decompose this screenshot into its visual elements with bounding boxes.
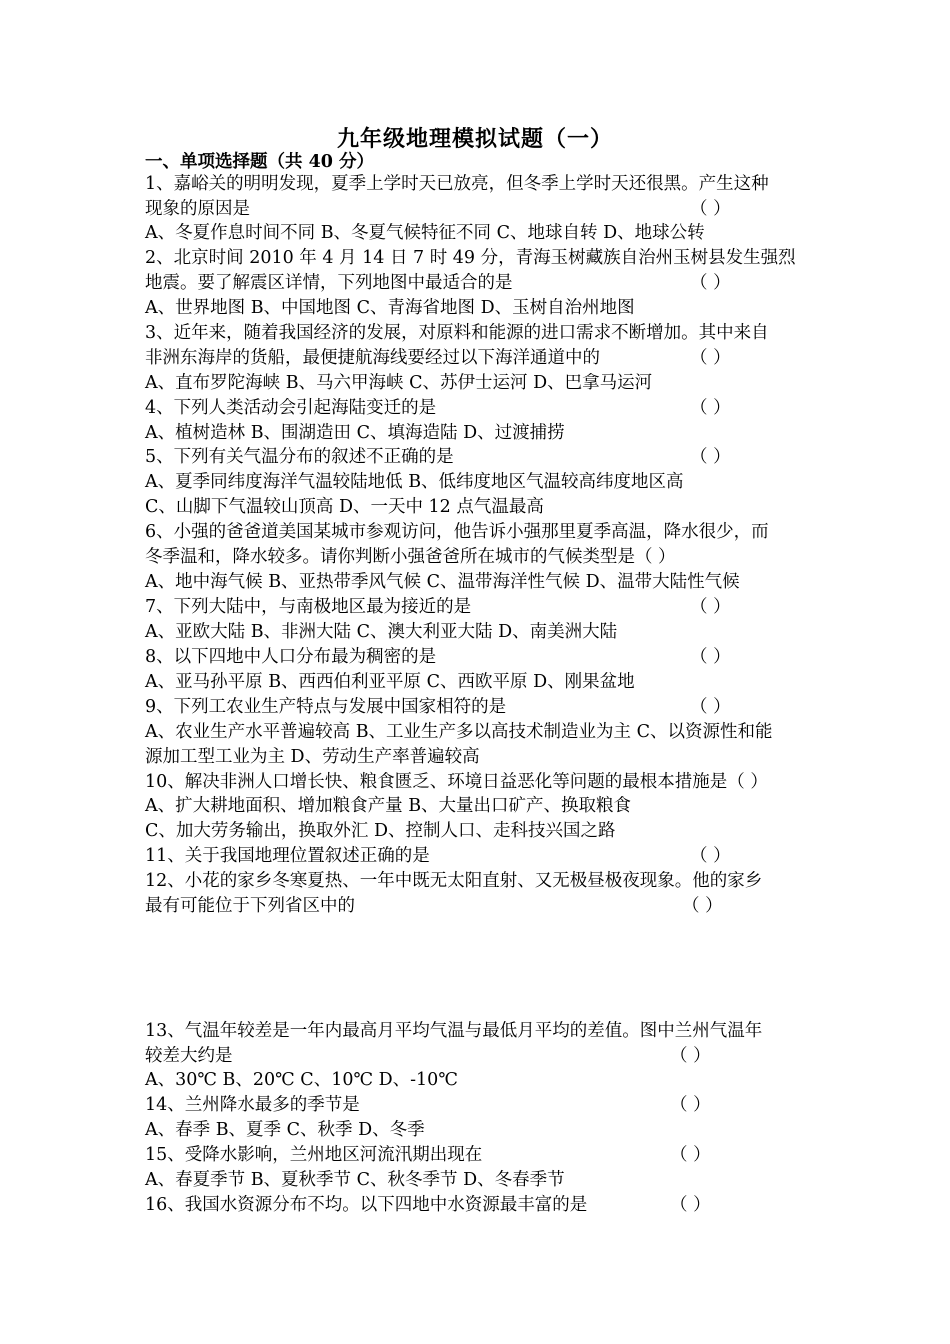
answer-blank: （ ） bbox=[670, 1046, 711, 1066]
question-text: 10、解决非洲人口增长快、粮食匮乏、环境日益恶化等问题的最根本措施是（ ） bbox=[145, 772, 768, 792]
answer-blank: （ ） bbox=[690, 273, 731, 293]
question-line bbox=[145, 1068, 815, 1092]
answer-blank: （ ） bbox=[690, 846, 731, 866]
question-line bbox=[145, 1118, 815, 1142]
question-text: 14、兰州降水最多的季节是 bbox=[145, 1095, 360, 1115]
question-text: A、冬夏作息时间不同 B、冬夏气候特征不同 C、地球自转 D、地球公转 bbox=[145, 223, 705, 243]
question-line bbox=[145, 371, 815, 395]
question-line bbox=[145, 470, 815, 494]
question-line bbox=[145, 321, 815, 345]
question-text: 8、以下四地中人口分布最为稠密的是 bbox=[145, 647, 437, 667]
question-text: 4、下列人类活动会引起海陆变迁的是 bbox=[145, 398, 437, 418]
question-text: A、亚马孙平原 B、西西伯利亚平原 C、西欧平原 D、刚果盆地 bbox=[145, 672, 635, 692]
section-heading: 一、单项选择题（共 40 分） bbox=[145, 152, 375, 172]
question-line bbox=[145, 869, 815, 893]
question-text: 12、小花的家乡冬寒夏热、一年中既无太阳直射、又无极昼极夜现象。他的家乡 bbox=[145, 871, 763, 891]
question-text: A、植树造林 B、围湖造田 C、填海造陆 D、过渡捕捞 bbox=[145, 423, 565, 443]
answer-blank: （ ） bbox=[690, 348, 731, 368]
question-text: 7、下列大陆中，与南极地区最为接近的是 bbox=[145, 597, 472, 617]
question-line bbox=[145, 1143, 815, 1167]
question-text: A、春季 B、夏季 C、秋季 D、冬季 bbox=[145, 1120, 425, 1140]
question-text: A、地中海气候 B、亚热带季风气候 C、温带海洋性气候 D、温带大陆性气候 bbox=[145, 572, 740, 592]
question-line bbox=[145, 645, 815, 669]
question-line bbox=[145, 396, 815, 420]
question-line bbox=[145, 545, 815, 569]
question-line bbox=[145, 172, 815, 196]
question-line bbox=[145, 520, 815, 544]
question-text: A、亚欧大陆 B、非洲大陆 C、澳大利亚大陆 D、南美洲大陆 bbox=[145, 622, 618, 642]
page-title: 九年级地理模拟试题（一） bbox=[336, 126, 613, 152]
question-line bbox=[145, 670, 815, 694]
question-text: 较差大约是 bbox=[145, 1046, 233, 1066]
question-line bbox=[145, 495, 815, 519]
question-line bbox=[145, 445, 815, 469]
question-line bbox=[145, 620, 815, 644]
question-line bbox=[145, 770, 815, 794]
question-text: C、加大劳务输出，换取外汇 D、控制人口、走科技兴国之路 bbox=[145, 821, 616, 841]
question-line bbox=[145, 894, 815, 918]
question-line bbox=[145, 246, 815, 270]
question-text: 现象的原因是 bbox=[145, 199, 250, 219]
question-text: 地震。要了解震区详情，下列地图中最适合的是 bbox=[145, 273, 513, 293]
question-line bbox=[145, 720, 815, 744]
question-line bbox=[145, 1019, 815, 1043]
question-text: A、世界地图 B、中国地图 C、青海省地图 D、玉树自治州地图 bbox=[145, 298, 635, 318]
question-text: 5、下列有关气温分布的叙述不正确的是 bbox=[145, 447, 454, 467]
question-text: 16、我国水资源分布不均。以下四地中水资源最丰富的是 bbox=[145, 1195, 588, 1215]
question-text: 6、小强的爸爸道美国某城市参观访问，他告诉小强那里夏季高温，降水很少，而 bbox=[145, 522, 769, 542]
answer-blank: （ ） bbox=[690, 447, 731, 467]
answer-blank: （ ） bbox=[670, 1195, 711, 1215]
answer-blank: （ ） bbox=[690, 647, 731, 667]
question-line bbox=[145, 595, 815, 619]
question-text: 源加工型工业为主 D、劳动生产率普遍较高 bbox=[145, 747, 480, 767]
question-line bbox=[145, 197, 815, 221]
question-text: A、30℃ B、20℃ C、10℃ D、-10℃ bbox=[145, 1070, 458, 1090]
question-line bbox=[145, 421, 815, 445]
question-line bbox=[145, 570, 815, 594]
answer-blank: （ ） bbox=[670, 1095, 711, 1115]
question-text: 1、嘉峪关的明明发现，夏季上学时天已放亮，但冬季上学时天还很黑。产生这种 bbox=[145, 174, 769, 194]
question-text: 9、下列工农业生产特点与发展中国家相符的是 bbox=[145, 697, 507, 717]
question-text: 非洲东海岸的货船，最便捷航海线要经过以下海洋通道中的 bbox=[145, 348, 600, 368]
answer-blank: （ ） bbox=[682, 896, 723, 916]
question-text: 3、近年来，随着我国经济的发展，对原料和能源的进口需求不断增加。其中来自 bbox=[145, 323, 769, 343]
question-text: A、扩大耕地面积、增加粮食产量 B、大量出口矿产、换取粮食 bbox=[145, 796, 632, 816]
question-line bbox=[145, 844, 815, 868]
question-line bbox=[145, 1168, 815, 1192]
question-text: 13、气温年较差是一年内最高月平均气温与最低月平均的差值。图中兰州气温年 bbox=[145, 1021, 763, 1041]
question-text: A、直布罗陀海峡 B、马六甲海峡 C、苏伊士运河 D、巴拿马运河 bbox=[145, 373, 653, 393]
question-text: C、山脚下气温较山顶高 D、一天中 12 点气温最高 bbox=[145, 497, 544, 517]
question-text: A、春夏季节 B、夏秋季节 C、秋冬季节 D、冬春季节 bbox=[145, 1170, 565, 1190]
question-line bbox=[145, 1093, 815, 1117]
question-text: 冬季温和，降水较多。请你判断小强爸爸所在城市的气候类型是（ ） bbox=[145, 547, 676, 567]
question-line bbox=[145, 1193, 815, 1217]
answer-blank: （ ） bbox=[690, 597, 731, 617]
question-text: A、夏季同纬度海洋气温较陆地低 B、低纬度地区气温较高纬度地区高 bbox=[145, 472, 684, 492]
question-text: 最有可能位于下列省区中的 bbox=[145, 896, 355, 916]
answer-blank: （ ） bbox=[690, 398, 731, 418]
answer-blank: （ ） bbox=[690, 199, 731, 219]
question-line bbox=[145, 271, 815, 295]
answer-blank: （ ） bbox=[690, 697, 731, 717]
question-line bbox=[145, 1044, 815, 1068]
question-text: 11、关于我国地理位置叙述正确的是 bbox=[145, 846, 430, 866]
question-text: 15、受降水影响，兰州地区河流汛期出现在 bbox=[145, 1145, 483, 1165]
question-line bbox=[145, 695, 815, 719]
question-line bbox=[145, 745, 815, 769]
answer-blank: （ ） bbox=[670, 1145, 711, 1165]
question-line bbox=[145, 819, 815, 843]
question-line bbox=[145, 794, 815, 818]
question-line bbox=[145, 346, 815, 370]
question-line bbox=[145, 296, 815, 320]
question-line bbox=[145, 221, 815, 245]
question-text: 2、北京时间 2010 年 4 月 14 日 7 时 49 分，青海玉树藏族自治州玉树县发生强烈 bbox=[145, 248, 796, 268]
question-text: A、农业生产水平普遍较高 B、工业生产多以高技术制造业为主 C、以资源性和能 bbox=[145, 722, 773, 742]
